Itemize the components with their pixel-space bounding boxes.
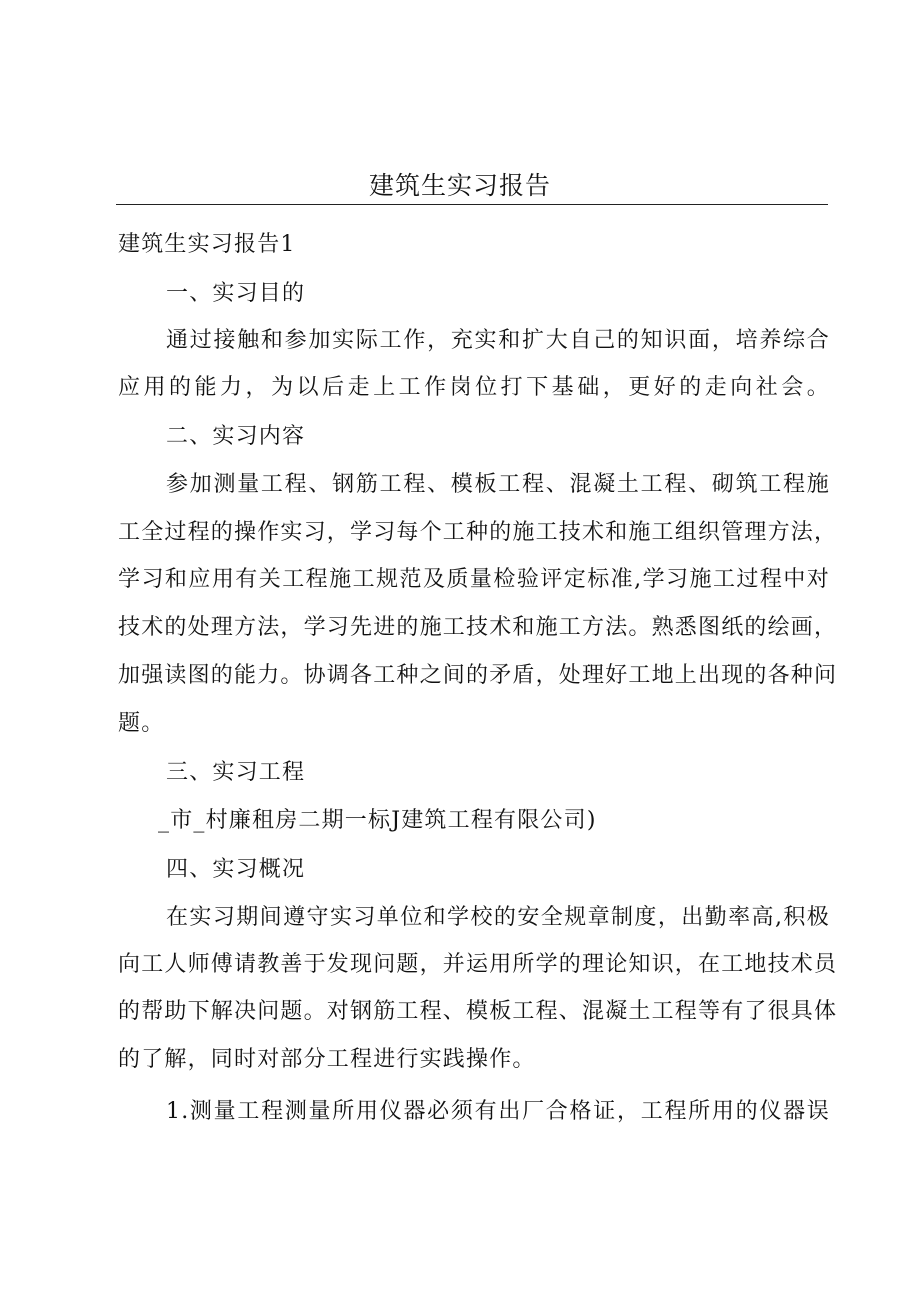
paragraph-line: 的帮助下解决问题。对钢筋工程、模板工程、混凝土工程等有了很具体 — [118, 999, 838, 1024]
paragraph-line: 的了解，同时对部分工程进行实践操作。 — [118, 1047, 536, 1072]
paragraph-line: 加强读图的能力。协调各工种之间的矛盾，处理好工地上出现的各种问 — [118, 663, 838, 688]
section-heading-project: 三、实习工程 — [166, 760, 306, 785]
paragraph-line: 向工人师傅请教善于发现问题，并运用所学的理论知识，在工地技术员 — [118, 952, 838, 977]
section-heading-purpose: 一、实习目的 — [166, 281, 306, 306]
title-divider — [116, 204, 828, 205]
paragraph-line: 在实习期间遵守实习单位和学校的安全规章制度，出勤率高,积极 — [166, 905, 830, 930]
paragraph-line: 学习和应用有关工程施工规范及质量检验评定标准,学习施工过程中对 — [118, 567, 830, 592]
section-heading-content: 二、实习内容 — [166, 424, 306, 449]
report-subtitle: 建筑生实习报告1 — [118, 232, 296, 257]
list-item-survey: 1.测量工程测量所用仪器必须有出厂合格证，工程所用的仪器误 — [166, 1099, 830, 1124]
document-title: 建筑生实习报告 — [368, 171, 551, 200]
project-name: _市_村廉租房二期一标J建筑工程有限公司) — [158, 808, 597, 833]
paragraph-line: 工全过程的操作实习，学习每个工种的施工技术和施工组织管理方法， — [118, 520, 838, 545]
section-heading-overview: 四、实习概况 — [166, 857, 306, 882]
paragraph-line: 应用的能力，为以后走上工作岗位打下基础，更好的走向社会。 — [118, 375, 830, 400]
paragraph-line: 技术的处理方法，学习先进的施工技术和施工方法。熟悉图纸的绘画， — [118, 615, 838, 640]
paragraph-line: 题。 — [118, 711, 165, 736]
paragraph-line: 参加测量工程、钢筋工程、模板工程、混凝土工程、砌筑工程施 — [166, 472, 830, 497]
paragraph-line: 通过接触和参加实际工作，充实和扩大自己的知识面，培养综合 — [166, 328, 830, 353]
